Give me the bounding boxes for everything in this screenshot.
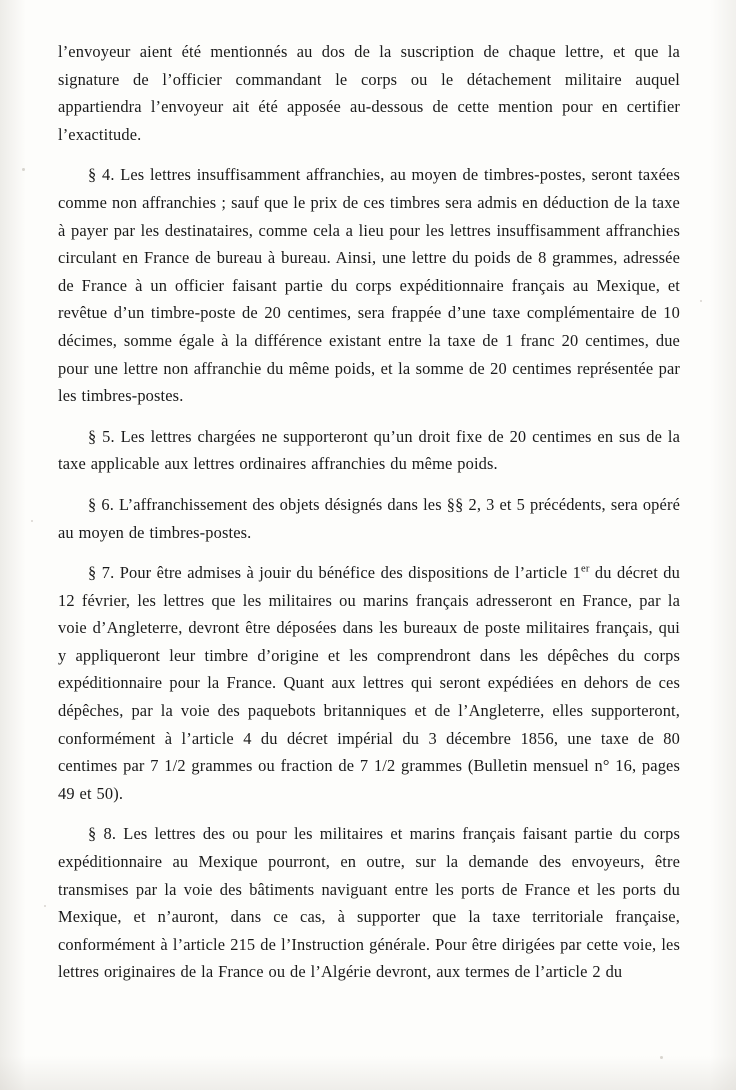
- paragraph-section-4: § 4. Les lettres insuffisamment affranchies, au moyen de timbres-postes, seront taxées comme non affranchies ; sauf que le prix de ces timbres sera admis en déduction de la taxe à payer par les destinataires, comme cela a lieu pour les lettres insuffisamment affranchies circulant en France de bureau à bureau. Ainsi, une lettre du poids de 8 grammes, adressée de France à un officier faisant partie du corps expéditionnaire français au Mexique, et revêtue d’un timbre-poste de 20 centimes, sera frappée d’une taxe complémentaire de 10 décimes, somme égale à la différence existant entre la taxe de 1 franc 20 centimes, due pour une lettre non affranchie du même poids, et la somme de 20 centimes représentée par les timbres-postes.: [58, 165, 680, 406]
- scan-speck: [31, 520, 33, 522]
- paragraph-continuation: l’envoyeur aient été mentionnés au dos de la suscription de chaque lettre, et que la signature de l’officier commandant le corps ou le détachement militaire auquel appartiendra l’envoyeur ait été apposée au-dessous de cette mention pour en certifier l’exactitude.: [58, 42, 680, 144]
- scan-speck: [22, 168, 25, 171]
- paragraph-section-8: § 8. Les lettres des ou pour les militaires et marins français faisant partie du corps expéditionnaire au Mexique pourront, en outre, sur la demande des envoyeurs, être transmises par la voie des bâtiments naviguant entre les ports de France et les ports du Mexique, et n’auront, dans ce cas, à supporter que la taxe territoriale française, conformément à l’article 215 de l’Instruction générale. Pour être dirigées par cette voie, les lettres originaires de la France ou de l’Algérie devront, aux termes de l’article 2 du: [58, 824, 680, 982]
- scan-speck: [44, 905, 46, 907]
- paragraph-section-7: [58, 559, 680, 807]
- paragraph-section-7-part-2: du décret du 12 février, les lettres que les militaires ou marins français adresseront en France, par la voie d’Angleterre, devront être déposées dans les bureaux de poste militaires français, qui y appliqueront leur timbre d’origine et les comprendront dans les dépêches du corps expéditionnaire pour la France. Quant aux lettres qui seront expédiées en dehors de ces dépêches, par la voie des paquebots britanniques et de l’Angleterre, elles supporteront, conformément à l’article 4 du décret impérial du 3 décembre 1856, une taxe de 80 centimes par 7 1/2 grammes ou fraction de 7 1/2 grammes (Bulletin mensuel n° 16, pages 49 et 50).: [58, 563, 680, 803]
- body-text-column: [58, 38, 680, 986]
- page-edge-shadow-left: [0, 0, 26, 1090]
- paragraph-section-5: § 5. Les lettres chargées ne supporteront qu’un droit fixe de 20 centimes en sus de la taxe applicable aux lettres ordinaires affranchies du même poids.: [58, 426, 680, 474]
- scan-speck: [700, 300, 702, 302]
- paragraph-section-7-part-1: § 7. Pour être admises à jouir du bénéfice des dispositions de l’article 1: [88, 563, 582, 583]
- page-edge-shadow-right: [710, 0, 736, 1090]
- scan-speck: [660, 1056, 663, 1059]
- paragraph-section-6: § 6. L’affranchissement des objets désignés dans les §§ 2, 3 et 5 précédents, sera opéré au moyen de timbres-postes.: [58, 494, 680, 542]
- page-edge-shadow-bottom: [0, 1056, 736, 1090]
- ordinal-superscript: er: [581, 563, 590, 575]
